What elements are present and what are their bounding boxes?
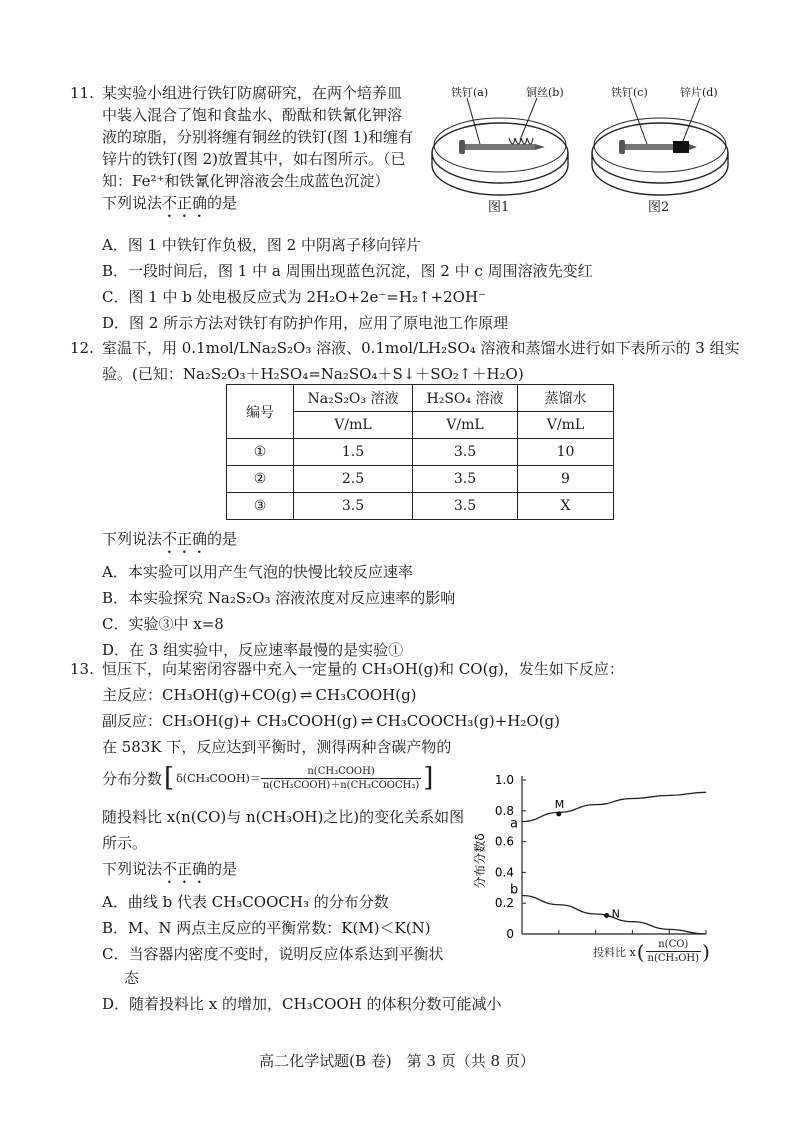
q12-option-a: A．本实验可以用产生气泡的快慢比较反应速率 — [102, 563, 413, 581]
table-header-cell: 蒸馏水 — [518, 385, 614, 412]
side-reaction-label: 副反应： — [102, 712, 163, 730]
q13-main-reaction — [102, 684, 417, 706]
fraction-denominator: n(CH₃COOH)＋n(CH₃COOCH₃) — [262, 779, 420, 791]
table-cell: ③ — [227, 493, 294, 520]
fig1-caption: 图1 — [488, 200, 510, 215]
point-m — [556, 811, 561, 816]
xlabel-denominator: n(CH₃OH) — [647, 953, 700, 964]
petri-dish-1 — [432, 98, 568, 195]
series-b-label: b — [510, 882, 519, 898]
q11-option-d: D．图 2 所示方法对铁钉有防护作用，应用了原电池工作原理 — [102, 314, 509, 332]
q12-stem — [102, 337, 740, 385]
label-iron-nail-c: 铁钉(c) — [611, 86, 648, 99]
table-cell: 9 — [518, 466, 614, 493]
y-tick-label: 0.6 — [494, 834, 514, 849]
table-header-cell: V/mL — [413, 412, 518, 439]
q11-number: 11. — [70, 84, 94, 102]
fig2-caption: 图2 — [648, 200, 670, 215]
main-reaction-label: 主反应： — [102, 686, 163, 704]
xlabel-close-paren: ) — [702, 939, 710, 964]
petri-dish-2 — [592, 98, 728, 195]
iron-nail-a — [463, 144, 535, 150]
q13-option-c: C．当容器内密度不变时，说明反应体系达到平衡状 — [102, 945, 444, 963]
ask-emphasis: 不正确 — [162, 860, 208, 878]
chart-ylabel: 分布分数δ — [473, 833, 487, 889]
q11-stem-line: 知：Fe²⁺和铁氰化钾溶液会生成蓝色沉淀） — [102, 172, 390, 190]
equilibrium-arrow-icon: ⇌ — [360, 712, 374, 730]
ask-suffix: 的是 — [207, 194, 238, 212]
q11-ask — [102, 192, 413, 221]
y-tick-label: 0.2 — [494, 896, 514, 911]
table-header-cell: 编号 — [227, 385, 294, 439]
point-m-label: M — [554, 797, 565, 811]
y-tick-label: 0.4 — [494, 865, 514, 880]
table-cell: 3.5 — [413, 439, 518, 466]
q12-number: 12. — [70, 339, 94, 357]
ask-emphasis: 不正确 — [162, 530, 208, 548]
q11-stem — [102, 82, 413, 221]
delta-fraction — [261, 765, 421, 792]
iron-nail-c — [623, 144, 675, 150]
q13-distribution-formula — [102, 758, 433, 798]
xlabel-prefix: 投料比 x — [593, 945, 636, 959]
ask-prefix: 下列说法 — [102, 860, 163, 878]
q12-stem-line: 室温下，用 0.1mol/LNa₂S₂O₃ 溶液、0.1mol/LH₂SO₄ 溶液和蒸馏水进行如下表所示的 3 组实 — [102, 339, 740, 357]
q11-stem-line: 某实验小组进行铁钉防腐研究，在两个培养皿 — [102, 84, 403, 102]
q13-line-583: 在 583K 下，反应达到平衡时，测得两种含碳产物的 — [102, 738, 452, 756]
side-reaction-right: CH₃COOCH₃(g)+H₂O(g) — [376, 712, 561, 730]
q12-option-c: C．实验③中 x=8 — [102, 615, 224, 633]
table-cell: 1.5 — [294, 439, 413, 466]
y-axis-ticks — [495, 773, 526, 941]
delta-expression: δ(CH₃COOH)＝ — [176, 772, 261, 785]
q11-option-a: A．图 1 中铁钉作负极，图 2 中阴离子移向锌片 — [102, 236, 421, 254]
ask-prefix: 下列说法 — [102, 194, 163, 212]
ask-prefix: 下列说法 — [102, 530, 163, 548]
distribution-prefix: 分布分数 — [102, 769, 163, 788]
table-header-cell: V/mL — [294, 412, 413, 439]
table-header-cell: V/mL — [518, 412, 614, 439]
q13-option-b: B．M、N 两点主反应的平衡常数：K(M)＜K(N) — [102, 919, 431, 937]
q11-stem-line: 液的琼脂，分别将缠有铜丝的铁钉(图 1)和缠有 — [102, 128, 414, 146]
series-a-line — [522, 792, 706, 821]
side-reaction-left: CH₃OH(g)+ CH₃COOH(g) — [162, 712, 358, 730]
y-tick-label: 0.8 — [494, 803, 514, 818]
q13-line-shown: 所示。 — [102, 834, 148, 852]
q13-option-a: A．曲线 b 代表 CH₃COOCH₃ 的分布分数 — [102, 893, 389, 911]
chart-xlabel — [593, 938, 710, 965]
zinc-sheet-d — [673, 141, 689, 153]
table-cell: X — [518, 493, 614, 520]
xlabel-fraction — [646, 938, 702, 965]
table-row — [227, 385, 614, 412]
nail-head-c — [619, 140, 625, 154]
page-footer: 高二化学试题(B 卷) 第 3 页（共 8 页） — [259, 1052, 535, 1070]
right-bracket: ] — [423, 763, 434, 793]
left-bracket: [ — [164, 763, 175, 793]
table-cell: 3.5 — [294, 493, 413, 520]
q11-options — [102, 234, 593, 334]
q12-option-b: B．本实验探究 Na₂S₂O₃ 溶液浓度对反应速率的影响 — [102, 589, 456, 607]
label-iron-nail-a: 铁钉(a) — [451, 86, 489, 99]
ask-emphasis: 不正确 — [162, 194, 208, 212]
q12-stem-line: 验。(已知：Na₂S₂O₃＋H₂SO₄=Na₂SO₄＋S↓＋SO₂↑＋H₂O) — [102, 365, 524, 383]
xlabel-numerator: n(CO) — [646, 938, 702, 952]
q12-option-d: D．在 3 组实验中，反应速率最慢的是实验① — [102, 641, 404, 659]
table-row — [227, 466, 614, 493]
main-reaction-right: CH₃COOH(g) — [315, 686, 417, 704]
fraction-numerator: n(CH₃COOH) — [261, 765, 421, 779]
q11-option-c: C．图 1 中 b 处电极反应式为 2H₂O+2e⁻=H₂↑+2OH⁻ — [102, 288, 486, 306]
q11-stem-line: 中装入混合了饱和食盐水、酚酞和铁氰化钾溶 — [102, 106, 403, 124]
table-row — [227, 439, 614, 466]
label-zinc-sheet-d: 锌片(d) — [680, 86, 718, 99]
table-cell: 10 — [518, 439, 614, 466]
q13-option-d: D．随着投料比 x 的增加，CH₃COOH 的体积分数可能减小 — [102, 995, 502, 1013]
table-row — [227, 493, 614, 520]
point-n-label: N — [611, 907, 620, 921]
y-tick-label: 0 — [506, 927, 514, 941]
main-reaction-left: CH₃OH(g)+CO(g) — [162, 686, 297, 704]
q11-stem-line: 锌片的铁钉(图 2)放置其中，如右图所示。（已 — [102, 150, 406, 168]
y-tick-label: 1.0 — [494, 773, 514, 787]
table-cell: 3.5 — [413, 466, 518, 493]
q13-number: 13. — [70, 660, 94, 678]
q13-body — [102, 806, 502, 1015]
table-header-cell: H₂SO₄ 溶液 — [413, 385, 518, 412]
point-n — [604, 913, 609, 918]
table-cell: ① — [227, 439, 294, 466]
q12-table — [226, 384, 614, 520]
equilibrium-arrow-icon: ⇌ — [299, 686, 313, 704]
q13-option-c-cont: 态 — [124, 969, 140, 987]
series-a-label: a — [510, 816, 518, 832]
q13-side-reaction — [102, 710, 560, 732]
table-cell: 3.5 — [413, 493, 518, 520]
nail-head-a — [459, 140, 465, 154]
table-cell: ② — [227, 466, 294, 493]
q12-ask — [102, 528, 455, 557]
q13-line-ratio: 随投料比 x(n(CO)与 n(CH₃OH)之比)的变化关系如图 — [102, 808, 465, 826]
q11-option-b: B．一段时间后，图 1 中 a 周围出现蓝色沉淀，图 2 中 c 周围溶液先变红 — [102, 262, 593, 280]
q12-body — [102, 528, 455, 661]
xlabel-open-paren: ( — [636, 939, 645, 964]
ask-suffix: 的是 — [207, 860, 238, 878]
table-cell: 2.5 — [294, 466, 413, 493]
q13-ask — [102, 858, 502, 887]
label-copper-wire-b: 铜丝(b) — [526, 86, 564, 99]
ask-suffix: 的是 — [207, 530, 238, 548]
table-header-cell: Na₂S₂O₃ 溶液 — [294, 385, 413, 412]
q13-stem-line1: 恒压下，向某密闭容器中充入一定量的 CH₃OH(g)和 CO(g)，发生如下反应： — [102, 660, 624, 678]
